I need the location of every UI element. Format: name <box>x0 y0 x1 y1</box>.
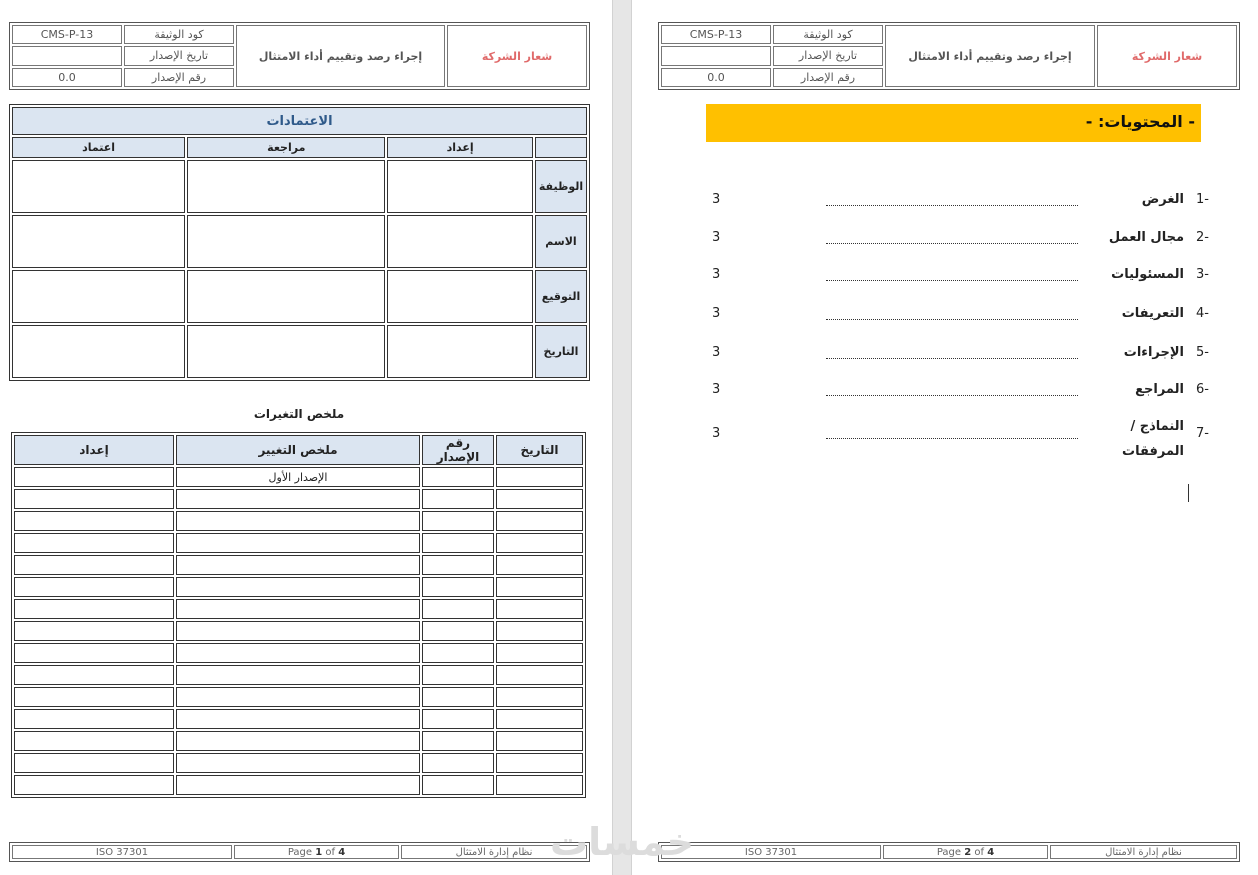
approval-cell[interactable] <box>387 160 533 213</box>
toc-item-page: 3 <box>712 345 721 360</box>
changes-cell[interactable] <box>422 467 494 487</box>
changes-cell[interactable] <box>14 709 174 729</box>
approvals-corner-cell <box>535 137 587 158</box>
changes-row <box>14 709 583 729</box>
approval-cell[interactable] <box>12 270 185 323</box>
changes-table <box>11 432 586 798</box>
changes-cell[interactable] <box>422 643 494 663</box>
changes-cell[interactable] <box>14 753 174 773</box>
changes-cell[interactable] <box>422 621 494 641</box>
company-logo-placeholder: شعار الشركة <box>1097 25 1237 87</box>
changes-title: ملخص التغيرات <box>253 407 345 421</box>
approval-cell[interactable] <box>12 160 185 213</box>
changes-cell[interactable] <box>176 599 420 619</box>
changes-row <box>14 665 583 685</box>
changes-row <box>14 731 583 751</box>
changes-cell[interactable] <box>14 489 174 509</box>
approval-cell[interactable] <box>187 160 385 213</box>
changes-cell[interactable] <box>496 753 583 773</box>
changes-col-prepared: إعداد <box>14 435 174 465</box>
version-label: رقم الإصدار <box>124 68 234 87</box>
changes-cell[interactable] <box>14 511 174 531</box>
toc-item[interactable] <box>632 267 1258 287</box>
changes-col-version: رقم الإصدار <box>422 435 494 465</box>
toc-item-number: 4- <box>1196 306 1209 321</box>
changes-cell[interactable] <box>14 643 174 663</box>
approvals-table <box>9 104 590 381</box>
changes-cell[interactable] <box>176 665 420 685</box>
contents-heading-bar <box>706 104 1201 142</box>
changes-cell[interactable] <box>14 533 174 553</box>
changes-cell[interactable] <box>422 599 494 619</box>
version-value: 0.0 <box>12 68 122 87</box>
issue-date-value <box>12 46 122 65</box>
issue-date-label: تاريخ الإصدار <box>773 46 883 65</box>
changes-row <box>14 511 583 531</box>
changes-cell[interactable] <box>496 621 583 641</box>
site-watermark: خمسات <box>550 820 694 864</box>
footer-system-name: نظام إدارة الامتثال <box>1050 845 1237 859</box>
changes-cell[interactable] <box>14 621 174 641</box>
changes-cell[interactable] <box>14 555 174 575</box>
toc-item[interactable] <box>632 414 1258 458</box>
changes-cell[interactable] <box>14 687 174 707</box>
changes-cell[interactable] <box>176 533 420 553</box>
changes-cell[interactable] <box>176 621 420 641</box>
approvals-row-name: الاسم <box>535 215 587 268</box>
contents-title: - المحتويات: - <box>1085 112 1195 131</box>
document-page-1 <box>0 0 612 875</box>
changes-cell[interactable] <box>176 511 420 531</box>
changes-cell[interactable] <box>14 599 174 619</box>
approvals-col-prepare: إعداد <box>387 137 533 158</box>
changes-row <box>14 489 583 509</box>
changes-row <box>14 753 583 773</box>
footer-system-name: نظام إدارة الامتثال <box>401 845 587 859</box>
changes-col-date: التاريخ <box>496 435 583 465</box>
toc-item-number: 2- <box>1196 230 1209 245</box>
doc-code-value: CMS-P-13 <box>12 25 122 44</box>
changes-row <box>14 555 583 575</box>
changes-cell[interactable] <box>176 775 420 795</box>
toc-item-page: 3 <box>712 267 721 282</box>
changes-cell[interactable] <box>422 709 494 729</box>
approvals-row-position: الوظيفة <box>535 160 587 213</box>
changes-cell[interactable] <box>14 775 174 795</box>
document-title: إجراء رصد وتقييم أداء الامتثال <box>236 25 445 87</box>
toc-item-number: 6- <box>1196 382 1209 397</box>
approvals-row-signature: التوقيع <box>535 270 587 323</box>
version-value: 0.0 <box>661 68 771 87</box>
changes-cell[interactable] <box>176 555 420 575</box>
changes-cell[interactable] <box>422 489 494 509</box>
version-label: رقم الإصدار <box>773 68 883 87</box>
toc-item-page: 3 <box>712 192 721 207</box>
changes-cell[interactable] <box>496 555 583 575</box>
toc-leader-dots <box>826 306 1078 320</box>
approval-cell[interactable] <box>12 215 185 268</box>
approval-cell[interactable] <box>187 325 385 378</box>
changes-col-summary: ملخص التغيير <box>176 435 420 465</box>
changes-row <box>14 577 583 597</box>
changes-cell[interactable] <box>14 467 174 487</box>
changes-cell[interactable] <box>422 665 494 685</box>
issue-date-value <box>661 46 771 65</box>
toc-item[interactable] <box>632 345 1258 365</box>
page-footer <box>9 842 590 862</box>
approvals-col-approve: اعتماد <box>12 137 185 158</box>
toc-item-page: 3 <box>712 230 721 245</box>
changes-row <box>14 599 583 619</box>
changes-cell[interactable] <box>176 577 420 597</box>
approval-cell[interactable] <box>387 215 533 268</box>
text-cursor <box>1188 484 1189 502</box>
changes-cell[interactable] <box>422 555 494 575</box>
footer-standard: ISO 37301 <box>12 845 232 859</box>
toc-leader-dots <box>826 382 1078 396</box>
changes-cell[interactable] <box>176 643 420 663</box>
toc-item-number: 1- <box>1196 192 1209 207</box>
toc-item-label: الغرض <box>1141 192 1184 207</box>
toc-leader-dots <box>826 230 1078 244</box>
approvals-heading: الاعتمادات <box>12 107 587 135</box>
footer-page-number: Page 2 of 4 <box>883 845 1048 859</box>
document-page-2 <box>632 0 1258 875</box>
issue-date-label: تاريخ الإصدار <box>124 46 234 65</box>
toc-item-number: 5- <box>1196 345 1209 360</box>
changes-cell[interactable] <box>496 533 583 553</box>
changes-cell[interactable] <box>496 577 583 597</box>
company-logo-placeholder: شعار الشركة <box>447 25 587 87</box>
toc-item[interactable] <box>632 306 1258 326</box>
toc-leader-dots <box>826 192 1078 206</box>
toc-item[interactable] <box>632 192 1258 212</box>
changes-cell[interactable] <box>496 665 583 685</box>
toc-leader-dots <box>826 345 1078 359</box>
changes-first-entry[interactable]: الإصدار الأول <box>176 467 420 487</box>
approval-cell[interactable] <box>187 270 385 323</box>
toc-item[interactable] <box>632 382 1258 402</box>
footer-standard: ISO 37301 <box>661 845 881 859</box>
changes-cell[interactable] <box>422 753 494 773</box>
approvals-col-review: مراجعة <box>187 137 385 158</box>
toc-item-number: 3- <box>1196 267 1209 282</box>
changes-cell[interactable] <box>176 731 420 751</box>
changes-cell[interactable] <box>496 511 583 531</box>
changes-cell[interactable] <box>496 775 583 795</box>
footer-page-number: Page 1 of 4 <box>234 845 399 859</box>
document-title: إجراء رصد وتقييم أداء الامتثال <box>885 25 1095 87</box>
changes-cell[interactable] <box>14 665 174 685</box>
doc-code-value: CMS-P-13 <box>661 25 771 44</box>
doc-code-label: كود الوثيقة <box>773 25 883 44</box>
changes-row <box>14 775 583 795</box>
changes-cell[interactable] <box>496 599 583 619</box>
changes-cell[interactable] <box>176 753 420 773</box>
page-header <box>9 22 590 90</box>
page-footer <box>658 842 1240 862</box>
changes-cell[interactable] <box>14 731 174 751</box>
page-gutter <box>612 0 632 875</box>
changes-cell[interactable] <box>176 489 420 509</box>
changes-row <box>14 687 583 707</box>
changes-cell[interactable] <box>422 731 494 751</box>
changes-cell[interactable] <box>496 467 583 487</box>
toc-item-label: الإجراءات <box>1123 345 1184 360</box>
approval-cell[interactable] <box>12 325 185 378</box>
toc-item-label: التعريفات <box>1121 306 1184 321</box>
toc-item-label: مجال العمل <box>1108 230 1184 245</box>
approvals-row-date: التاريخ <box>535 325 587 378</box>
toc-item-page: 3 <box>712 426 721 441</box>
changes-cell[interactable] <box>422 775 494 795</box>
page-header <box>658 22 1240 90</box>
changes-cell[interactable] <box>496 643 583 663</box>
changes-cell[interactable] <box>422 577 494 597</box>
changes-cell[interactable] <box>14 577 174 597</box>
changes-cell[interactable] <box>496 489 583 509</box>
approval-cell[interactable] <box>387 270 533 323</box>
doc-code-label: كود الوثيقة <box>124 25 234 44</box>
changes-cell[interactable] <box>176 709 420 729</box>
toc-leader-dots <box>826 425 1078 439</box>
changes-cell[interactable] <box>496 709 583 729</box>
toc-item-label: المسئوليات <box>1111 267 1184 282</box>
approval-cell[interactable] <box>187 215 385 268</box>
toc-leader-dots <box>826 267 1078 281</box>
changes-row <box>14 643 583 663</box>
changes-row <box>14 621 583 641</box>
changes-cell[interactable] <box>496 731 583 751</box>
approval-cell[interactable] <box>387 325 533 378</box>
changes-cell[interactable] <box>422 511 494 531</box>
toc-item-page: 3 <box>712 306 721 321</box>
changes-cell[interactable] <box>422 533 494 553</box>
changes-cell[interactable] <box>496 687 583 707</box>
toc-item-page: 3 <box>712 382 721 397</box>
toc-item-label: النماذج / المرفقات <box>1122 419 1184 459</box>
toc-item-number: 7- <box>1196 426 1209 441</box>
changes-cell[interactable] <box>422 687 494 707</box>
changes-cell[interactable] <box>176 687 420 707</box>
toc-item-label: المراجع <box>1135 382 1184 397</box>
changes-row <box>14 533 583 553</box>
toc-item[interactable] <box>632 230 1258 250</box>
